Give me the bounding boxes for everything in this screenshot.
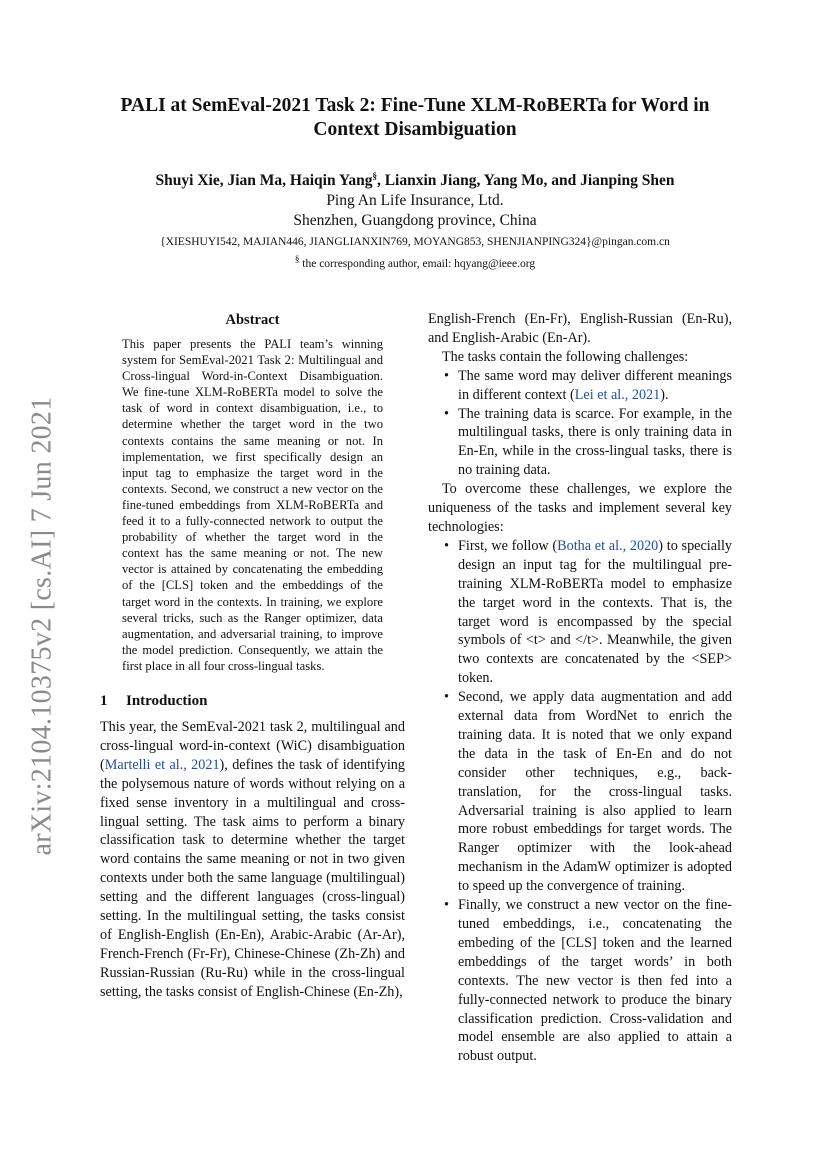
- location: Shenzhen, Guangdong province, China: [293, 212, 537, 230]
- list-item: • First, we follow (Botha et al., 2020) to specially design an input tag for the multilingual pre-training XLM-RoBERTa model to emphasize the target word in the contexts. That is, the target word is encompassed by the special symbols of <t> and </t>. Meanwhile, the given two contexts are concatenated by the <SEP> token.: [444, 537, 732, 687]
- technologies-list: [428, 537, 732, 1066]
- list-item: • Finally, we construct a new vector on the fine-tuned embeddings, i.e., concatenating the embeding of the [CLS] token and the learned embeddings of the target words’ in both contexts. The new vector is then fed into a fully-connected network to produce the binary classification prediction. Cross-validation and model ensemble are also applied to attain a robust output.: [444, 897, 732, 1065]
- list-item: • The training data is scarce. For example, in the multilingual tasks, there is only training data in En-En, while in the cross-lingual tasks, there is no training data.: [444, 405, 732, 479]
- challenges-list: [428, 367, 732, 480]
- author-emails: {XIESHUYI542, MAJIAN446, JIANGLIANXIN769, MOYANG853, SHENJIANPING324}@pingan.com.cn: [160, 236, 670, 249]
- left-column: [100, 310, 405, 1002]
- right-column: [428, 310, 732, 1066]
- paper-header: [100, 94, 730, 272]
- citation-link[interactable]: Lei et al., 2021: [574, 386, 661, 403]
- bullet-icon: •: [444, 537, 449, 554]
- affiliation: Ping An Life Insurance, Ltd.: [326, 192, 504, 210]
- list-item: • The same word may deliver different meanings in different context (Lei et al., 2021).: [444, 367, 732, 403]
- bullet-icon: •: [444, 897, 449, 914]
- abstract-heading: Abstract: [225, 312, 280, 328]
- abstract-text: This paper presents the PALI team’s winning system for SemEval-2021 Task 2: Multilingual and Cross-lingual Word-in-Context Disambiguation. We fine-tune XLM-RoBERTa model to solve the task of word in context disambiguation, i.e., to determine whether the target word in the two contexts contains the same meaning or not. In implementation, we first specifically design an input tag to emphasize the target word in the contexts. Second, we construct a new vector on the fine-tuned embeddings from XLM-RoBERTa and feed it to a fully-connected network to output the probability of whether the target word in the context has the same meaning or not. The new vector is attained by concatenating the embedding of the [CLS] token and the embeddings of the target word in the contexts. In training, we explore several tricks, such as the Ranger optimizer, data augmentation, and adversarial training, to improve the model prediction. Consequently, we attain the first place in all four cross-lingual tasks.: [122, 337, 383, 673]
- paper-title: PALI at SemEval-2021 Task 2: Fine-Tune XLM-RoBERTa for Word in Context Disambiguation: [120, 95, 710, 140]
- intro-paragraph-1-continued: English-French (En-Fr), English-Russian (En-Ru), and English-Arabic (En-Ar).: [428, 311, 732, 346]
- arxiv-stamp: arXiv:2104.10375v2 [cs.AI] 7 Jun 2021: [27, 396, 59, 856]
- list-item: • Second, we apply data augmentation and add external data from WordNet to enrich the training data. It is noted that we only expand the data in the task of En-En and do not consider other techniques, e.g., back-translation, for the cross-lingual tasks. Adversarial training is also applied to learn more robust embeddings for target words. The Ranger optimizer with the look-ahead mechanism in the AdamW optimizer is adopted to speed up the convergence of training.: [444, 689, 732, 895]
- bullet-icon: •: [444, 689, 449, 706]
- section-heading-introduction: 1 Introduction: [100, 692, 208, 709]
- challenges-intro: The tasks contain the following challenges:: [442, 348, 689, 365]
- author-list: Shuyi Xie, Jian Ma, Haiqin Yang§, Lianxin Jiang, Yang Mo, and Jianping Shen: [155, 171, 675, 190]
- corresponding-mark: §: [372, 171, 377, 181]
- bullet-icon: •: [444, 367, 449, 384]
- corresponding-author-note: § the corresponding author, email: hqyang@ieee.org: [294, 254, 536, 270]
- overcome-paragraph: To overcome these challenges, we explore the uniqueness of the tasks and implement several key technologies:: [428, 481, 732, 535]
- bullet-icon: •: [444, 405, 449, 422]
- citation-link[interactable]: Botha et al., 2020: [557, 537, 659, 554]
- citation-link[interactable]: Martelli et al., 2021: [104, 756, 220, 773]
- arxiv-stamp-container: [8, 386, 78, 866]
- intro-paragraph-1: This year, the SemEval-2021 task 2, multilingual and cross-lingual word-in-context (WiC) disambiguation (Martelli et al., 2021), defines the task of identifying the polysemous nature of words without relying on a fixed sense inventory in a multilingual and cross-lingual setting. The task aims to perform a binary classification task to determine whether the target word contains the same meaning or not in two given contexts under both the same language (multilingual) setting and the different languages (cross-lingual) setting. In the multilingual setting, the tasks consist of English-English (En-En), Arabic-Arabic (Ar-Ar), French-French (Fr-Fr), Chinese-Chinese (Zh-Zh) and Russian-Russian (Ru-Ru) while in the cross-lingual setting, the tasks consist of English-Chinese (En-Zh),: [100, 718, 405, 1000]
